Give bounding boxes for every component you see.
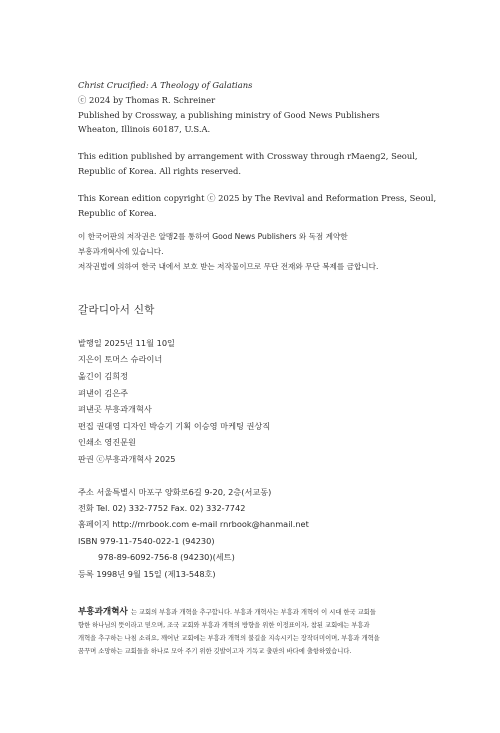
original-address: Wheaton, Illinois 60187, U.S.A. — [78, 124, 211, 135]
contact-web: 홈페이지 http://rnrbook.com e-mail rnrbook@hanmail.net — [78, 519, 309, 530]
korean-copyright-block — [78, 191, 437, 221]
about-line: 꿈꾸며 소망하는 교회들을 하나로 모아 주기 위한 깃발이고자 기독교 출판의 바다에 출항하였습니다. — [78, 647, 352, 655]
notice-line: 부흥과개혁사에 있습니다. — [78, 247, 164, 257]
isbn-line: ISBN 979-11-7540-022-1 (94230) — [78, 535, 215, 546]
isbn-set-line: 978-89-6092-756-8 (94230)(세트) — [98, 552, 235, 563]
arrangement-block — [78, 149, 422, 179]
credit-publishing-house: 펴낸곳 부흥과개혁사 — [78, 404, 152, 415]
about-line: 향한 하나님의 뜻이라고 믿으며, 조국 교회와 부흥과 개혁의 방향을 위한 이정표이자, 참된 교회에는 부흥과 — [78, 621, 370, 629]
original-edition-block — [78, 78, 422, 137]
credit-publisher-person: 펴낸이 김은주 — [78, 387, 129, 398]
contact-address: 주소 서울특별시 마포구 양화로6길 9-20, 2층(서교동) — [78, 486, 272, 497]
credit-publish-date: 발행일 2025년 11월 10일 — [78, 337, 175, 348]
book-title: 갈라디아서 신학 — [78, 303, 155, 316]
about-line: 개혁을 추구하는 나침 소리요, 깨어난 교회에는 부흥과 개혁의 불길을 지속시키는 장작더미이며, 부흥과 개혁을 — [78, 634, 380, 642]
credits-list — [78, 335, 422, 468]
credit-translator: 옮긴이 김희정 — [78, 370, 129, 381]
publisher-logo-text: 부흥과개혁사 — [78, 606, 128, 617]
publisher-about — [78, 606, 422, 658]
notice-line: 이 한국어판의 저작권은 알맹2를 통하여 Good News Publishers 와 독점 계약한 — [78, 232, 348, 242]
registration-line: 등록 1998년 9월 15일 (제13-548호) — [78, 568, 216, 579]
original-title: Christ Crucified: A Theology of Galatians — [78, 80, 253, 90]
credit-author: 지은이 토머스 슈라이너 — [78, 354, 163, 365]
about-line: 는 교회의 부흥과 개혁을 추구합니다. 부흥과 개혁사는 부흥과 개혁이 이 시대 한국 교회들 — [130, 608, 376, 616]
original-copyright: ⓒ 2024 by Thomas R. Schreiner — [78, 94, 216, 105]
rights-notice — [78, 230, 422, 274]
contact-phone: 전화 Tel. 02) 332-7752 Fax. 02) 332-7742 — [78, 502, 246, 513]
copyright-page — [78, 78, 437, 658]
credit-printer: 인쇄소 영진문원 — [78, 437, 136, 448]
original-publisher: Published by Crossway, a publishing ministry of Good News Publishers — [78, 109, 380, 120]
arrangement-line: Republic of Korea. All rights reserved. — [78, 165, 242, 176]
korean-copyright-line: This Korean edition copyright ⓒ 2025 by The Revival and Reformation Press, Seoul, — [78, 192, 437, 203]
notice-line: 저작권법에 의하여 한국 내에서 보호 받는 저작물이므로 무단 전재와 무단 복제를 금합니다. — [78, 261, 379, 271]
credit-copyright: 판권 ⓒ부흥과개혁사 2025 — [78, 453, 176, 464]
korean-copyright-line: Republic of Korea. — [78, 207, 157, 218]
credit-staff: 편집 권대영 디자인 박승기 기획 이승영 마케팅 권상직 — [78, 420, 271, 431]
arrangement-line: This edition published by arrangement with Crossway through rMaeng2, Seoul, — [78, 151, 418, 162]
contact-block — [78, 484, 422, 582]
